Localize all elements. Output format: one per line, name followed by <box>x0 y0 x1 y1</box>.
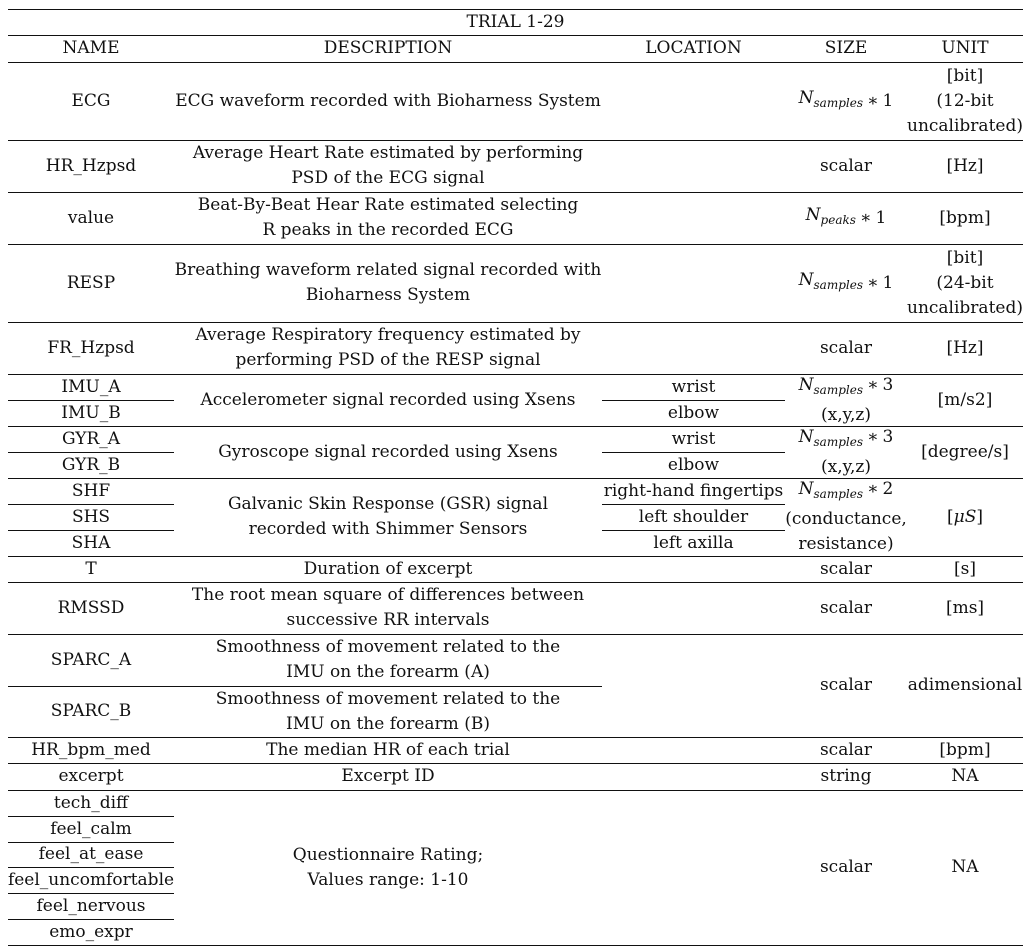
rule-partial <box>602 400 785 401</box>
location-sha: left axilla <box>653 532 734 553</box>
name-feel-at-ease: feel_at_ease <box>38 844 144 864</box>
rule-partial <box>602 504 785 505</box>
name-shf: SHF <box>71 480 111 501</box>
name-resp: RESP <box>66 272 116 293</box>
description-t: Duration of excerpt <box>303 558 473 579</box>
rule-partial <box>602 530 785 531</box>
rule <box>8 374 1023 375</box>
name-gyr-b: GYR_B <box>61 454 121 475</box>
description-gsr: Galvanic Skin Response (GSR) signal recorded with Shimmer Sensors <box>227 494 549 539</box>
description-excerpt: Excerpt ID <box>341 766 435 786</box>
description-sparc-a: Smoothness of movement related to the IMU on the forearm (A) <box>215 637 561 682</box>
name-imu-a: IMU_A <box>61 376 121 397</box>
rule-partial <box>8 530 174 531</box>
rule <box>8 62 1023 63</box>
rule <box>8 556 1023 557</box>
rule-partial <box>8 919 174 920</box>
description-hr-bpm-med: The median HR of each trial <box>266 739 510 760</box>
size-gsr: $N_{samples}$ ∗ 2 (conductance, resistance) <box>785 479 907 554</box>
size-hr-bpm-med: scalar <box>819 739 873 760</box>
size-hr-hzpsd: scalar <box>819 155 873 176</box>
rule-partial <box>602 452 785 453</box>
name-value: value <box>67 207 115 228</box>
name-imu-b: IMU_B <box>61 402 121 423</box>
rule <box>8 35 1023 36</box>
size-t: scalar <box>819 558 873 579</box>
rule-partial <box>8 452 174 453</box>
size-excerpt: string <box>820 766 872 786</box>
size-resp: $N_{samples}$ ∗ 1 <box>798 270 894 293</box>
unit-questionnaire: NA <box>951 857 979 877</box>
name-sparc-a: SPARC_A <box>50 649 132 670</box>
unit-fr-hzpsd: [Hz] <box>946 337 984 358</box>
rule-partial <box>8 893 174 894</box>
rule <box>8 140 1023 141</box>
description-questionnaire: Questionnaire Rating; Values range: 1-10 <box>292 844 484 890</box>
description-sparc-b: Smoothness of movement related to the IMU on the forearm (B) <box>215 688 561 734</box>
unit-hr-bpm-med: [bpm] <box>939 739 991 760</box>
unit-gsr: [μS] <box>947 506 983 527</box>
name-feel-uncomfortable: feel_uncomfortable <box>7 869 175 890</box>
rule <box>8 763 1023 764</box>
header-unit: UNIT <box>941 38 989 58</box>
location-gyr-b: elbow <box>667 454 720 475</box>
description-ecg: ECG waveform recorded with Bioharness System <box>175 90 601 111</box>
description-rmssd: The root mean square of differences between successive RR intervals <box>191 585 585 630</box>
size-gyr: $N_{samples}$ ∗ 3 (x,y,z) <box>798 426 894 477</box>
location-shf: right-hand fingertips <box>603 480 784 501</box>
name-feel-calm: feel_calm <box>50 818 132 839</box>
name-rmssd: RMSSD <box>57 597 125 618</box>
rule <box>8 244 1023 245</box>
size-imu: $N_{samples}$ ∗ 3 (x,y,z) <box>798 374 894 425</box>
table-title <box>8 9 1023 35</box>
size-rmssd: scalar <box>819 597 873 618</box>
header-description: DESCRIPTION <box>323 38 453 58</box>
rule <box>8 192 1023 193</box>
description-value: Beat-By-Beat Hear Rate estimated selecting R peaks in the recorded ECG <box>197 195 579 240</box>
unit-sparc: adimensional <box>907 675 1023 695</box>
size-fr-hzpsd: scalar <box>819 337 873 358</box>
unit-t: [s] <box>954 558 976 579</box>
size-questionnaire: scalar <box>819 857 873 877</box>
name-fr-hzpsd: FR_Hzpsd <box>47 337 135 358</box>
rule <box>8 634 1023 635</box>
rule-partial <box>8 867 174 868</box>
name-tech-diff: tech_diff <box>53 792 129 813</box>
name-t: T <box>85 558 97 579</box>
rule <box>8 322 1023 323</box>
rule-partial <box>8 816 174 817</box>
rule-partial <box>8 400 174 401</box>
size-sparc: scalar <box>819 675 873 695</box>
header-name: NAME <box>62 38 120 58</box>
name-ecg: ECG <box>71 90 111 111</box>
description-fr-hzpsd: Average Respiratory frequency estimated by performing PSD of the RESP signal <box>195 325 581 370</box>
description-hr-hzpsd: Average Heart Rate estimated by performing PSD of the ECG signal <box>192 143 584 188</box>
rule <box>8 582 1023 583</box>
rule <box>8 790 1023 791</box>
unit-resp: [bit] (24-bit uncalibrated) <box>907 247 1023 318</box>
description-resp: Breathing waveform related signal recorded with Bioharness System <box>174 260 602 305</box>
rule <box>8 478 1023 479</box>
location-imu-b: elbow <box>667 402 720 423</box>
location-shs: left shoulder <box>638 506 749 527</box>
unit-rmssd: [ms] <box>945 597 985 618</box>
unit-imu: [m/s2] <box>937 389 993 410</box>
name-sha: SHA <box>71 532 111 553</box>
unit-ecg: [bit] (12-bit uncalibrated) <box>907 65 1023 136</box>
rule <box>8 737 1023 738</box>
rule-top <box>8 9 1023 10</box>
unit-hr-hzpsd: [Hz] <box>946 155 984 176</box>
name-feel-nervous: feel_nervous <box>36 895 146 916</box>
location-gyr-a: wrist <box>671 428 716 449</box>
size-value: $N_{peaks}$ ∗ 1 <box>805 205 887 228</box>
table-title-text: TRIAL 1-29 <box>466 11 565 32</box>
name-sparc-b: SPARC_B <box>50 701 132 721</box>
unit-gyr: [degree/s] <box>921 441 1009 462</box>
unit-value: [bpm] <box>939 207 991 228</box>
unit-excerpt: NA <box>951 766 979 786</box>
description-gyr: Gyroscope signal recorded using Xsens <box>218 441 558 462</box>
name-shs: SHS <box>71 506 111 527</box>
rule-bottom <box>8 945 1023 946</box>
name-excerpt: excerpt <box>58 766 124 786</box>
header-size: SIZE <box>824 38 868 58</box>
description-imu: Accelerometer signal recorded using Xsens <box>200 389 576 410</box>
rule <box>8 426 1023 427</box>
name-hr-hzpsd: HR_Hzpsd <box>45 155 137 176</box>
rule-partial <box>8 504 174 505</box>
name-hr-bpm-med: HR_bpm_med <box>31 739 151 760</box>
location-imu-a: wrist <box>671 376 716 397</box>
rule-partial <box>8 686 602 687</box>
name-emo-expr: emo_expr <box>49 921 133 942</box>
rule-partial <box>8 842 174 843</box>
size-ecg: $N_{samples}$ ∗ 1 <box>798 88 894 111</box>
name-gyr-a: GYR_A <box>61 428 121 449</box>
header-location: LOCATION <box>645 38 742 58</box>
